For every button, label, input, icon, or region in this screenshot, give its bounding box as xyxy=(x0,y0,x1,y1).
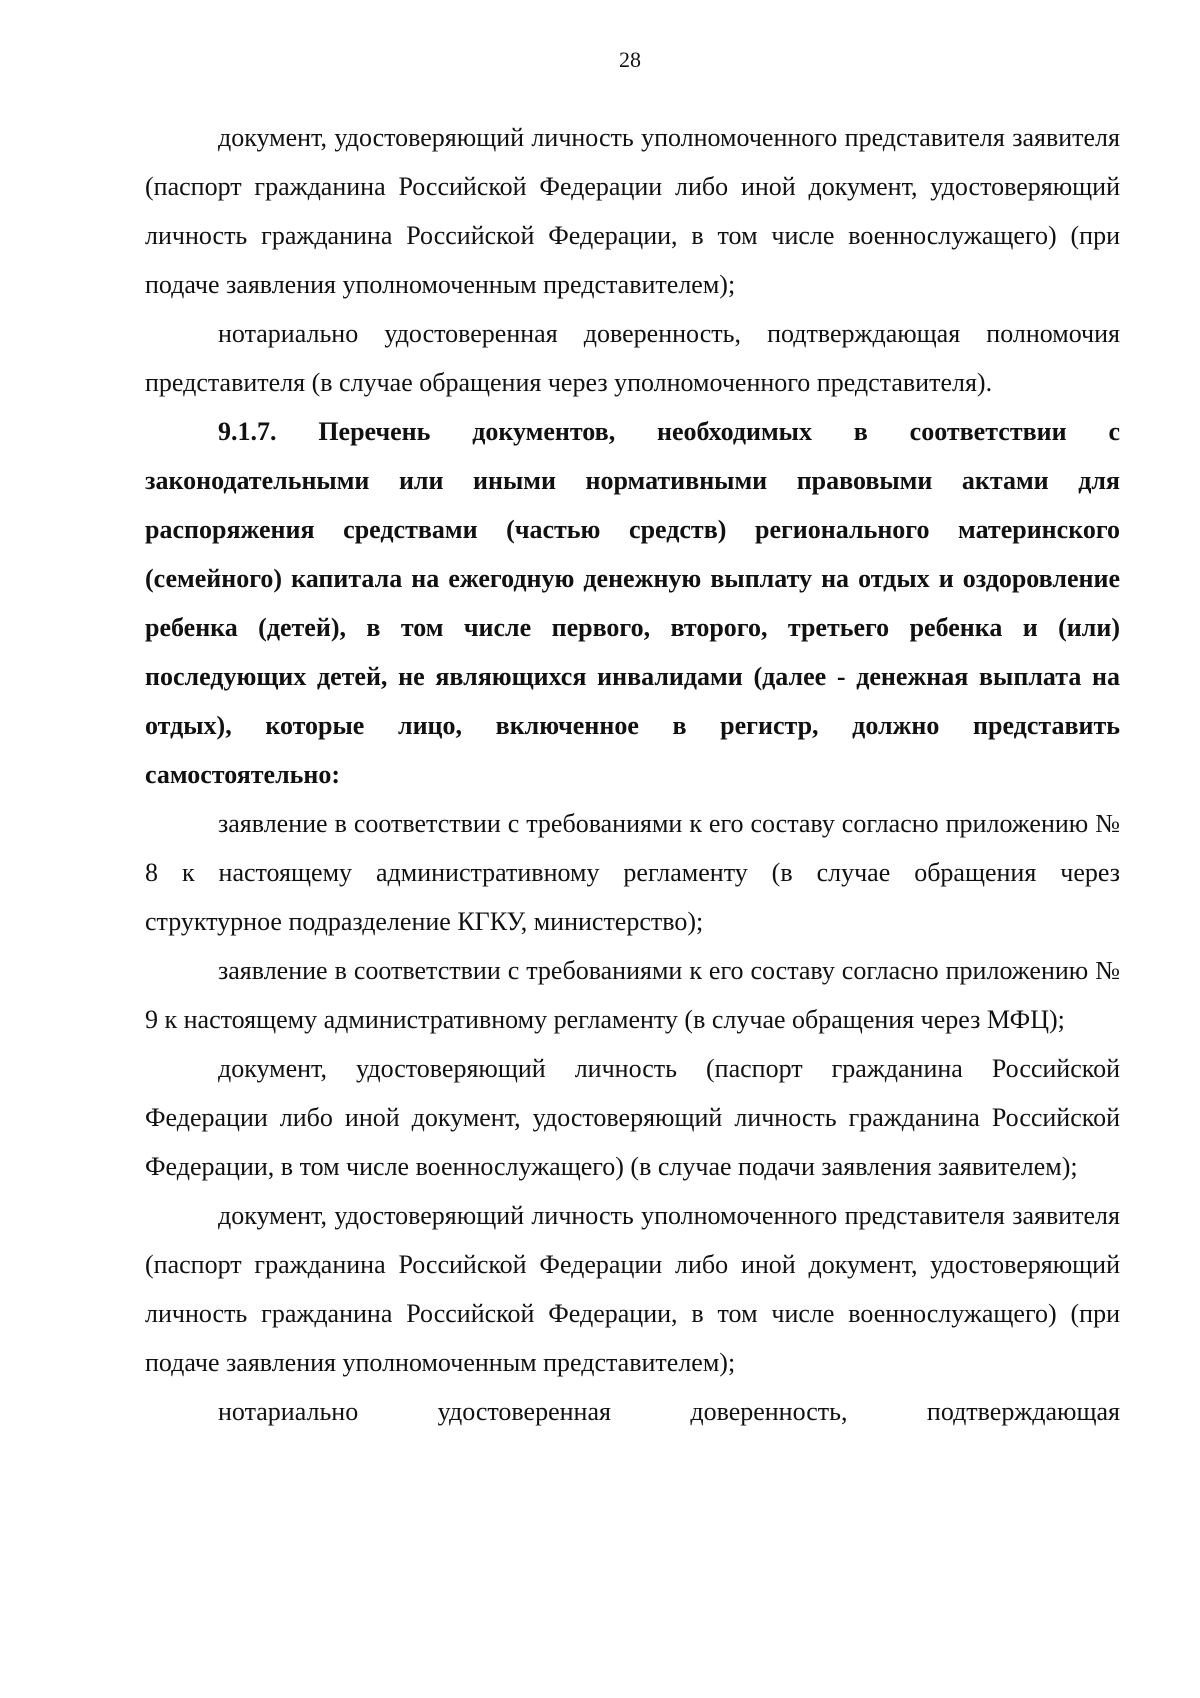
paragraph-applicant-identity-doc: документ, удостоверяющий личность (паспорт гражданина Российской Федерации либо иной документ, удостоверяющий личность гражданина Российской Федерации, в том числе военнослужащего) (в случае подачи заявления заявителем); xyxy=(145,1054,1120,1181)
paragraph-representative-identity-doc-2: документ, удостоверяющий личность уполномоченного представителя заявителя (паспорт гражданина Российской Федерации либо иной документ, удостоверяющий личность гражданина Российской Федерации, в том числе военнослужащего) (при подаче заявления уполномоченным представителем); xyxy=(145,1201,1120,1377)
paragraph-application-appendix-8: заявление в соответствии с требованиями к его составу согласно приложению № 8 к настоящему административному регламенту (в случае обращения через структурное подразделение КГКУ, министерство); xyxy=(145,809,1120,936)
paragraph-notarized-power-of-attorney-2: нотариально удостоверенная доверенность, подтверждающая xyxy=(218,1397,1120,1426)
paragraph-application-appendix-9: заявление в соответствии с требованиями к его составу согласно приложению № 9 к настоящему административному регламенту (в случае обращения через МФЦ); xyxy=(145,956,1120,1034)
paragraph-notarized-power-of-attorney: нотариально удостоверенная доверенность, подтверждающая полномочия представителя (в случае обращения через уполномоченного представителя). xyxy=(145,319,1120,397)
page-number: 28 xyxy=(619,47,641,72)
document-body xyxy=(145,113,1120,1436)
paragraph-representative-identity-doc: документ, удостоверяющий личность уполномоченного представителя заявителя (паспорт гражданина Российской Федерации либо иной документ, удостоверяющий личность гражданина Российской Федерации, в том числе военнослужащего) (при подаче заявления уполномоченным представителем); xyxy=(145,123,1120,299)
section-heading-9-1-7: 9.1.7. Перечень документов, необходимых в соответствии с законодательными или иными нормативными правовыми актами для распоряжения средствами (частью средств) регионального материнского (семейного) капитала на ежегодную денежную выплату на отдых и оздоровление ребенка (детей), в том числе первого, второго, третьего ребенка и (или) последующих детей, не являющихся инвалидами (далее - денежная выплата на отдых), которые лицо, включенное в регистр, должно представить самостоятельно: xyxy=(145,417,1120,789)
